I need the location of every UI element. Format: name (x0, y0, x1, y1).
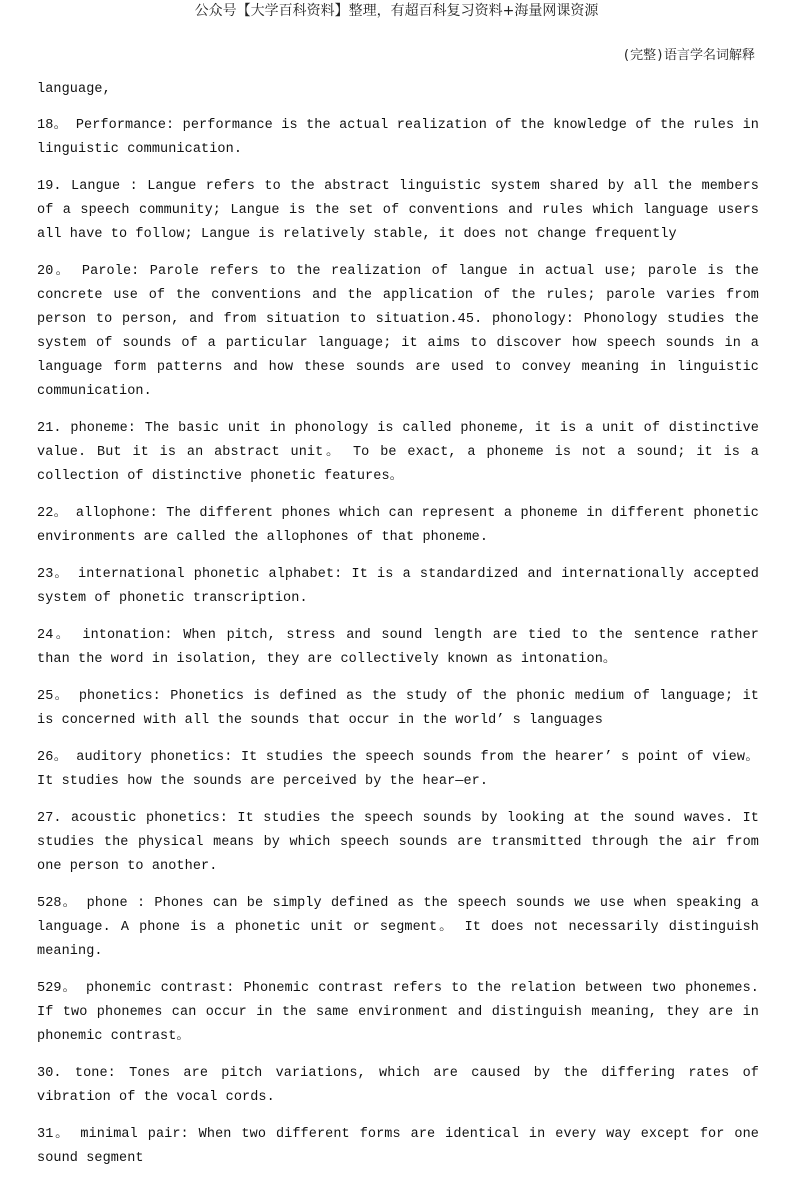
paragraph-continuation: language, (37, 82, 111, 97)
term-phoneme: 21. phoneme: The basic unit in phonology is called phoneme, it is a unit of distinctive value. But it is an abstract unit。 To be exact, a phoneme is not a sound; it is a collection of distinctive phonetic features。 (37, 421, 759, 484)
term-phonetics: 25。 phonetics: Phonetics is defined as the study of the phonic medium of language; it is concerned with all the sounds that occur in the world’ s languages (37, 689, 759, 728)
document-body (37, 78, 759, 1184)
term-parole: 20。 Parole: Parole refers to the realization of langue in actual use; parole is the concrete use of the conventions and the application of the rules; parole varies from person to person, and from situation to situation.45. phonology: Phonology studies the system of sounds of a particular language; it aims to discover how speech sounds in a language form patterns and how these sounds are used to convey meaning in linguistic communication. (37, 264, 759, 399)
term-langue: 19. Langue : Langue refers to the abstract linguistic system shared by all the members of a speech community; Langue is the set of conventions and rules which language users all have to follow; Langue is relatively stable, it does not change frequently (37, 179, 759, 242)
term-ipa: 23。 international phonetic alphabet: It is a standardized and internationally accepted system of phonetic transcription. (37, 567, 759, 606)
term-acoustic-phonetics: 27. acoustic phonetics: It studies the speech sounds by looking at the sound waves. It studies the physical means by which speech sounds are transmitted through the air from one person to another. (37, 811, 759, 874)
term-intonation: 24。 intonation: When pitch, stress and sound length are tied to the sentence rather than the word in isolation, they are collectively known as intonation。 (37, 628, 759, 667)
document-title: (完整)语言学名词解释 (622, 48, 755, 63)
term-performance: 18。 Performance: performance is the actual realization of the knowledge of the rules in linguistic communication. (37, 118, 759, 157)
term-auditory-phonetics: 26。 auditory phonetics: It studies the speech sounds from the hearer’ s point of view。 It studies how the sounds are perceived by the hear—er. (37, 750, 759, 789)
term-allophone: 22。 allophone: The different phones which can represent a phoneme in different phonetic environments are called the allophones of that phoneme. (37, 506, 759, 545)
term-tone: 30. tone: Tones are pitch variations, which are caused by the differing rates of vibration of the vocal cords. (37, 1066, 759, 1105)
term-minimal-pair: 31。 minimal pair: When two different forms are identical in every way except for one sound segment (37, 1127, 759, 1166)
watermark-header: 公众号【大学百科资料】整理，有超百科复习资料+海量网课资源 (194, 3, 599, 19)
term-phone: 528。 phone : Phones can be simply defined as the speech sounds we use when speaking a language. A phone is a phonetic unit or segment。 It does not necessarily distinguish meaning. (37, 896, 759, 959)
term-phonemic-contrast: 529。 phonemic contrast: Phonemic contrast refers to the relation between two phonemes. If two phonemes can occur in the same environment and distinguish meaning, they are in phonemic contrast。 (37, 981, 759, 1044)
